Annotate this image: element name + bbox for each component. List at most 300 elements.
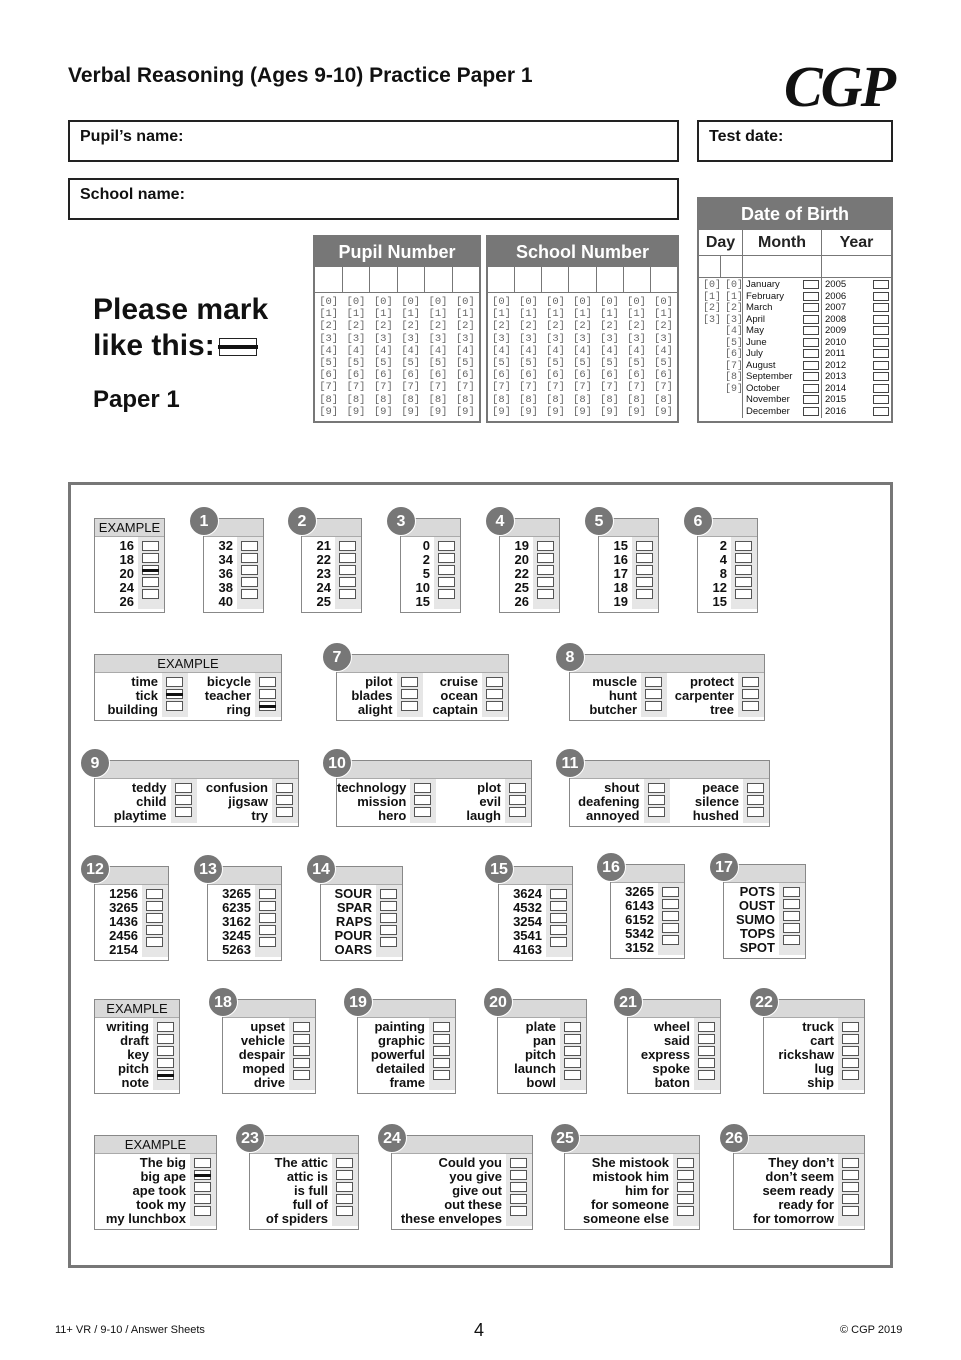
digit-column[interactable] (342, 296, 369, 418)
day-units-bubble[interactable]: [5] (725, 337, 744, 349)
answer-box[interactable] (259, 677, 276, 687)
answer-box[interactable] (339, 589, 356, 599)
digit-column[interactable] (596, 296, 623, 418)
digit-bubble[interactable]: [7] (319, 381, 339, 394)
answer-box[interactable] (175, 795, 192, 805)
year-option[interactable] (825, 314, 889, 326)
answer-box[interactable] (698, 1058, 715, 1068)
digit-bubble[interactable]: [5] (455, 357, 475, 370)
digit-bubble[interactable]: [5] (319, 357, 339, 370)
answer-box[interactable] (380, 913, 397, 923)
digit-bubble[interactable]: [2] (546, 320, 565, 333)
digit-bubble[interactable]: [1] (600, 308, 619, 321)
digit-bubble[interactable]: [5] (654, 357, 673, 370)
digit-bubble[interactable]: [0] (600, 296, 619, 308)
answer-box[interactable] (550, 913, 567, 923)
digit-bubble[interactable]: [3] (346, 332, 366, 345)
digit-bubble[interactable]: [8] (373, 393, 393, 406)
answer-box[interactable] (783, 911, 800, 921)
answer-box[interactable] (142, 565, 159, 575)
digit-bubble[interactable]: [3] (519, 332, 538, 345)
answer-box[interactable] (142, 589, 159, 599)
answer-box[interactable] (677, 1170, 694, 1180)
digit-bubble[interactable]: [9] (654, 405, 673, 418)
answer-box[interactable] (742, 677, 759, 687)
digit-bubble[interactable]: [0] (654, 296, 673, 308)
month-option-box[interactable] (803, 338, 819, 347)
digit-bubble[interactable]: [0] (627, 296, 646, 308)
month-option[interactable] (746, 314, 819, 326)
year-option-box[interactable] (873, 338, 889, 347)
month-option-box[interactable] (803, 315, 819, 324)
year-option-box[interactable] (873, 384, 889, 393)
digit-bubble[interactable]: [2] (492, 320, 511, 333)
answer-box[interactable] (645, 677, 662, 687)
answer-box[interactable] (735, 565, 752, 575)
digit-bubble[interactable]: [3] (428, 332, 448, 345)
digit-bubble[interactable]: [2] (428, 320, 448, 333)
answer-box[interactable] (276, 807, 293, 817)
digit-bubble[interactable]: [3] (455, 332, 475, 345)
month-option-box[interactable] (803, 280, 819, 289)
digit-bubble[interactable]: [4] (455, 344, 475, 357)
answer-box[interactable] (537, 541, 554, 551)
answer-box[interactable] (509, 795, 526, 805)
digit-column[interactable] (488, 296, 515, 418)
digit-bubble[interactable]: [7] (600, 381, 619, 394)
digit-bubble[interactable]: [9] (573, 405, 592, 418)
answer-box[interactable] (636, 553, 653, 563)
digit-bubble[interactable]: [5] (373, 357, 393, 370)
answer-box[interactable] (564, 1046, 581, 1056)
digit-bubble[interactable]: [4] (654, 344, 673, 357)
answer-box[interactable] (142, 553, 159, 563)
digit-bubble[interactable]: [0] (319, 296, 339, 308)
month-option[interactable] (746, 279, 819, 291)
day-tens-bubble[interactable]: [3] (703, 314, 722, 326)
answer-box[interactable] (259, 925, 276, 935)
answer-box[interactable] (336, 1170, 353, 1180)
answer-box[interactable] (662, 899, 679, 909)
month-option[interactable] (746, 394, 819, 406)
answer-box[interactable] (336, 1206, 353, 1216)
answer-box[interactable] (550, 937, 567, 947)
year-option-box[interactable] (873, 361, 889, 370)
answer-box[interactable] (259, 913, 276, 923)
answer-box[interactable] (842, 1170, 859, 1180)
answer-box[interactable] (380, 889, 397, 899)
digit-bubble[interactable]: [5] (519, 357, 538, 370)
answer-box[interactable] (486, 689, 503, 699)
digit-bubble[interactable]: [7] (519, 381, 538, 394)
digit-bubble[interactable]: [6] (428, 369, 448, 382)
digit-bubble[interactable]: [8] (627, 393, 646, 406)
answer-box[interactable] (509, 783, 526, 793)
answer-box[interactable] (380, 937, 397, 947)
digit-bubble[interactable]: [8] (428, 393, 448, 406)
answer-box[interactable] (241, 589, 258, 599)
answer-box[interactable] (142, 577, 159, 587)
answer-box[interactable] (698, 1022, 715, 1032)
digit-bubble[interactable]: [3] (373, 332, 393, 345)
month-option-box[interactable] (803, 303, 819, 312)
answer-box[interactable] (510, 1182, 527, 1192)
answer-box[interactable] (486, 677, 503, 687)
day-units-bubble[interactable]: [6] (725, 349, 744, 360)
year-option[interactable] (825, 383, 889, 395)
digit-bubble[interactable]: [8] (455, 393, 475, 406)
digit-column[interactable] (452, 296, 479, 418)
digit-bubble[interactable]: [6] (627, 369, 646, 382)
digit-bubble[interactable]: [0] (428, 296, 448, 308)
answer-box[interactable] (194, 1206, 211, 1216)
answer-box[interactable] (194, 1194, 211, 1204)
month-option[interactable] (746, 383, 819, 395)
pupil-digit-columns[interactable] (315, 293, 479, 418)
month-option[interactable] (746, 325, 819, 337)
answer-box[interactable] (510, 1206, 527, 1216)
digit-bubble[interactable]: [2] (373, 320, 393, 333)
answer-box[interactable] (339, 565, 356, 575)
digit-column[interactable] (315, 296, 342, 418)
digit-bubble[interactable]: [6] (600, 369, 619, 382)
answer-box[interactable] (842, 1070, 859, 1080)
digit-bubble[interactable]: [1] (346, 308, 366, 321)
answer-box[interactable] (241, 565, 258, 575)
month-option[interactable] (746, 291, 819, 303)
answer-box[interactable] (146, 937, 163, 947)
answer-box[interactable] (842, 1022, 859, 1032)
digit-bubble[interactable]: [5] (492, 357, 511, 370)
digit-column[interactable] (424, 296, 451, 418)
year-option-box[interactable] (873, 303, 889, 312)
digit-column[interactable] (542, 296, 569, 418)
digit-bubble[interactable]: [1] (654, 308, 673, 321)
year-option-box[interactable] (873, 407, 889, 416)
school-digit-columns[interactable] (488, 293, 677, 418)
digit-bubble[interactable]: [8] (654, 393, 673, 406)
answer-box[interactable] (157, 1046, 174, 1056)
digit-bubble[interactable]: [5] (546, 357, 565, 370)
answer-box[interactable] (438, 577, 455, 587)
answer-box[interactable] (336, 1182, 353, 1192)
answer-box[interactable] (146, 901, 163, 911)
digit-bubble[interactable]: [4] (319, 344, 339, 357)
answer-box[interactable] (293, 1058, 310, 1068)
answer-box[interactable] (564, 1058, 581, 1068)
answer-box[interactable] (166, 701, 183, 711)
answer-box[interactable] (842, 1058, 859, 1068)
digit-column[interactable] (650, 296, 677, 418)
digit-bubble[interactable]: [6] (573, 369, 592, 382)
answer-box[interactable] (293, 1022, 310, 1032)
digit-bubble[interactable]: [9] (627, 405, 646, 418)
digit-bubble[interactable]: [4] (428, 344, 448, 357)
day-tens-bubble[interactable]: [1] (703, 291, 722, 303)
year-option[interactable] (825, 348, 889, 360)
digit-bubble[interactable]: [2] (519, 320, 538, 333)
answer-box[interactable] (510, 1170, 527, 1180)
answer-box[interactable] (698, 1034, 715, 1044)
answer-box[interactable] (339, 541, 356, 551)
answer-box[interactable] (648, 795, 665, 805)
digit-bubble[interactable]: [9] (373, 405, 393, 418)
answer-box[interactable] (339, 553, 356, 563)
digit-bubble[interactable]: [0] (455, 296, 475, 308)
digit-bubble[interactable]: [9] (319, 405, 339, 418)
answer-box[interactable] (414, 807, 431, 817)
digit-bubble[interactable]: [6] (401, 369, 421, 382)
answer-box[interactable] (433, 1058, 450, 1068)
year-option-box[interactable] (873, 395, 889, 404)
digit-bubble[interactable]: [2] (455, 320, 475, 333)
answer-box[interactable] (662, 911, 679, 921)
answer-box[interactable] (146, 925, 163, 935)
digit-bubble[interactable]: [6] (319, 369, 339, 382)
answer-box[interactable] (842, 1046, 859, 1056)
digit-bubble[interactable]: [5] (346, 357, 366, 370)
answer-box[interactable] (783, 899, 800, 909)
month-option-box[interactable] (803, 407, 819, 416)
day-units-bubble[interactable]: [2] (725, 303, 744, 314)
digit-column[interactable] (397, 296, 424, 418)
day-units-bubble[interactable]: [1] (725, 291, 744, 303)
answer-box[interactable] (698, 1070, 715, 1080)
answer-box[interactable] (336, 1194, 353, 1204)
digit-bubble[interactable]: [1] (546, 308, 565, 321)
day-units-bubble[interactable]: [8] (725, 372, 744, 383)
school-number-grid[interactable] (486, 235, 679, 423)
answer-box[interactable] (735, 589, 752, 599)
answer-box[interactable] (157, 1022, 174, 1032)
answer-box[interactable] (747, 807, 764, 817)
year-option[interactable] (825, 394, 889, 406)
answer-box[interactable] (259, 701, 276, 711)
answer-box[interactable] (157, 1058, 174, 1068)
answer-box[interactable] (564, 1070, 581, 1080)
answer-box[interactable] (648, 807, 665, 817)
answer-box[interactable] (537, 589, 554, 599)
answer-box[interactable] (550, 925, 567, 935)
answer-box[interactable] (259, 937, 276, 947)
answer-box[interactable] (433, 1022, 450, 1032)
month-option-box[interactable] (803, 326, 819, 335)
answer-box[interactable] (747, 795, 764, 805)
digit-bubble[interactable]: [1] (519, 308, 538, 321)
answer-box[interactable] (241, 577, 258, 587)
answer-box[interactable] (677, 1194, 694, 1204)
answer-box[interactable] (486, 701, 503, 711)
year-option[interactable] (825, 371, 889, 383)
answer-box[interactable] (433, 1046, 450, 1056)
answer-box[interactable] (336, 1158, 353, 1168)
digit-bubble[interactable]: [6] (654, 369, 673, 382)
digit-bubble[interactable]: [4] (546, 344, 565, 357)
digit-bubble[interactable]: [3] (319, 332, 339, 345)
digit-bubble[interactable]: [3] (654, 332, 673, 345)
answer-box[interactable] (735, 577, 752, 587)
answer-box[interactable] (433, 1070, 450, 1080)
digit-bubble[interactable]: [7] (627, 381, 646, 394)
year-option-box[interactable] (873, 349, 889, 358)
answer-box[interactable] (510, 1158, 527, 1168)
month-option[interactable] (746, 360, 819, 372)
digit-bubble[interactable]: [0] (346, 296, 366, 308)
digit-column[interactable] (515, 296, 542, 418)
answer-box[interactable] (783, 887, 800, 897)
digit-bubble[interactable]: [7] (492, 381, 511, 394)
answer-box[interactable] (564, 1034, 581, 1044)
answer-box[interactable] (648, 783, 665, 793)
answer-box[interactable] (259, 901, 276, 911)
digit-bubble[interactable]: [7] (346, 381, 366, 394)
digit-bubble[interactable]: [2] (573, 320, 592, 333)
dob-day-digits[interactable] (699, 278, 743, 418)
answer-box[interactable] (241, 541, 258, 551)
answer-box[interactable] (677, 1206, 694, 1216)
answer-box[interactable] (662, 887, 679, 897)
answer-box[interactable] (564, 1022, 581, 1032)
digit-bubble[interactable]: [3] (401, 332, 421, 345)
digit-bubble[interactable]: [8] (319, 393, 339, 406)
answer-box[interactable] (742, 701, 759, 711)
digit-bubble[interactable]: [0] (546, 296, 565, 308)
digit-bubble[interactable]: [7] (573, 381, 592, 394)
year-option[interactable] (825, 302, 889, 314)
digit-bubble[interactable]: [9] (401, 405, 421, 418)
answer-box[interactable] (175, 783, 192, 793)
month-option[interactable] (746, 302, 819, 314)
answer-box[interactable] (509, 807, 526, 817)
answer-box[interactable] (842, 1034, 859, 1044)
day-units-bubble[interactable]: [3] (725, 314, 744, 326)
answer-box[interactable] (842, 1206, 859, 1216)
day-tens-bubble[interactable]: [2] (703, 303, 722, 314)
digit-bubble[interactable]: [2] (401, 320, 421, 333)
year-option[interactable] (825, 279, 889, 291)
answer-box[interactable] (783, 923, 800, 933)
digit-bubble[interactable]: [9] (346, 405, 366, 418)
month-option[interactable] (746, 371, 819, 383)
answer-box[interactable] (636, 589, 653, 599)
answer-box[interactable] (142, 541, 159, 551)
digit-bubble[interactable]: [2] (600, 320, 619, 333)
month-option-box[interactable] (803, 292, 819, 301)
digit-column[interactable] (370, 296, 397, 418)
answer-box[interactable] (636, 541, 653, 551)
year-option-box[interactable] (873, 280, 889, 289)
digit-bubble[interactable]: [1] (492, 308, 511, 321)
digit-bubble[interactable]: [8] (401, 393, 421, 406)
year-option[interactable] (825, 406, 889, 418)
answer-box[interactable] (662, 923, 679, 933)
answer-box[interactable] (550, 901, 567, 911)
test-date-field[interactable] (697, 120, 893, 162)
answer-box[interactable] (735, 541, 752, 551)
month-option[interactable] (746, 406, 819, 418)
year-option[interactable] (825, 360, 889, 372)
digit-bubble[interactable]: [1] (373, 308, 393, 321)
month-option[interactable] (746, 348, 819, 360)
digit-bubble[interactable]: [7] (428, 381, 448, 394)
digit-bubble[interactable]: [6] (373, 369, 393, 382)
answer-box[interactable] (293, 1046, 310, 1056)
answer-box[interactable] (842, 1158, 859, 1168)
digit-bubble[interactable]: [3] (573, 332, 592, 345)
answer-box[interactable] (645, 689, 662, 699)
month-option-box[interactable] (803, 372, 819, 381)
year-option-box[interactable] (873, 326, 889, 335)
pupil-number-grid[interactable] (313, 235, 481, 423)
year-option-box[interactable] (873, 372, 889, 381)
month-option[interactable] (746, 337, 819, 349)
pupil-name-field[interactable] (68, 120, 679, 162)
digit-bubble[interactable]: [3] (627, 332, 646, 345)
digit-bubble[interactable]: [1] (428, 308, 448, 321)
answer-box[interactable] (433, 1034, 450, 1044)
digit-bubble[interactable]: [3] (492, 332, 511, 345)
answer-box[interactable] (276, 783, 293, 793)
digit-bubble[interactable]: [4] (373, 344, 393, 357)
digit-bubble[interactable]: [0] (373, 296, 393, 308)
digit-bubble[interactable]: [0] (573, 296, 592, 308)
answer-box[interactable] (401, 689, 418, 699)
digit-bubble[interactable]: [4] (401, 344, 421, 357)
digit-bubble[interactable]: [7] (401, 381, 421, 394)
digit-bubble[interactable]: [8] (346, 393, 366, 406)
digit-bubble[interactable]: [8] (573, 393, 592, 406)
digit-bubble[interactable]: [1] (401, 308, 421, 321)
answer-box[interactable] (194, 1170, 211, 1180)
digit-bubble[interactable]: [5] (600, 357, 619, 370)
answer-box[interactable] (414, 783, 431, 793)
answer-box[interactable] (293, 1034, 310, 1044)
dob-year-list[interactable] (822, 278, 891, 418)
digit-bubble[interactable]: [1] (627, 308, 646, 321)
digit-bubble[interactable]: [5] (627, 357, 646, 370)
year-option[interactable] (825, 337, 889, 349)
digit-bubble[interactable]: [0] (401, 296, 421, 308)
answer-box[interactable] (677, 1182, 694, 1192)
answer-box[interactable] (438, 541, 455, 551)
answer-box[interactable] (194, 1182, 211, 1192)
answer-box[interactable] (698, 1046, 715, 1056)
answer-box[interactable] (146, 889, 163, 899)
day-units-bubble[interactable]: [4] (725, 326, 744, 337)
digit-bubble[interactable]: [5] (428, 357, 448, 370)
digit-bubble[interactable]: [6] (346, 369, 366, 382)
digit-bubble[interactable]: [6] (519, 369, 538, 382)
day-units-bubble[interactable]: [9] (725, 383, 744, 395)
answer-box[interactable] (194, 1158, 211, 1168)
answer-box[interactable] (550, 889, 567, 899)
digit-bubble[interactable]: [7] (455, 381, 475, 394)
digit-bubble[interactable]: [4] (600, 344, 619, 357)
digit-bubble[interactable]: [8] (519, 393, 538, 406)
month-option-box[interactable] (803, 361, 819, 370)
answer-box[interactable] (276, 795, 293, 805)
digit-bubble[interactable]: [6] (492, 369, 511, 382)
year-option[interactable] (825, 325, 889, 337)
year-option-box[interactable] (873, 315, 889, 324)
answer-box[interactable] (241, 553, 258, 563)
year-option-box[interactable] (873, 292, 889, 301)
answer-box[interactable] (380, 901, 397, 911)
answer-box[interactable] (293, 1070, 310, 1080)
digit-bubble[interactable]: [1] (319, 308, 339, 321)
digit-bubble[interactable]: [0] (519, 296, 538, 308)
answer-box[interactable] (339, 577, 356, 587)
